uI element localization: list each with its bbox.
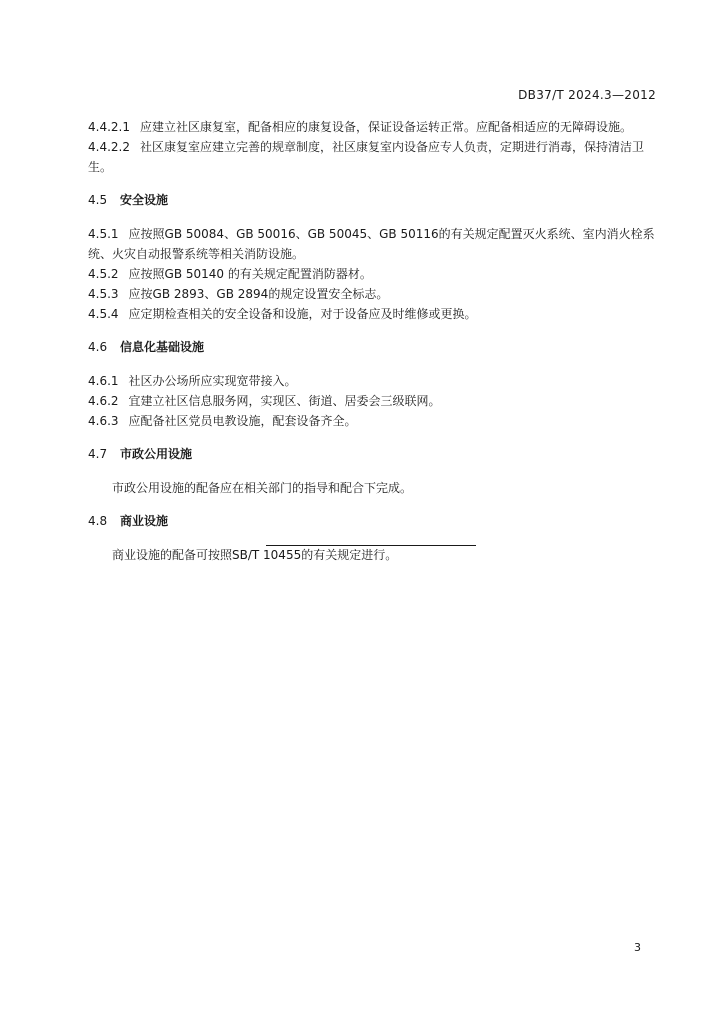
end-divider-line bbox=[266, 545, 476, 546]
clause-text: 社区办公场所应实现宽带接入。 bbox=[128, 374, 297, 388]
clause-4-5-1 bbox=[88, 224, 658, 264]
section-heading-4-5 bbox=[88, 190, 658, 210]
clause-4-5-3 bbox=[88, 284, 658, 304]
section-heading-4-6 bbox=[88, 337, 658, 357]
clause-4-5-4 bbox=[88, 304, 658, 324]
document-body bbox=[88, 117, 658, 565]
clause-4-5-2 bbox=[88, 264, 658, 284]
clause-text: 应定期检查相关的安全设备和设施，对于设备应及时维修或更换。 bbox=[128, 307, 477, 321]
section-title: 信息化基础设施 bbox=[120, 340, 205, 354]
clause-text: 应配备社区党员电教设施，配套设备齐全。 bbox=[128, 414, 357, 428]
page-number: 3 bbox=[634, 941, 641, 954]
section-4-8-paragraph: 商业设施的配备可按照SB/T 10455的有关规定进行。 bbox=[112, 548, 398, 562]
clause-4-6-3 bbox=[88, 411, 658, 431]
clause-4-4-2-1 bbox=[88, 117, 658, 137]
section-title: 商业设施 bbox=[120, 514, 169, 528]
section-heading-4-8 bbox=[88, 511, 658, 531]
section-number: 4.7 bbox=[88, 447, 108, 461]
section-title: 市政公用设施 bbox=[120, 447, 193, 461]
section-heading-4-7 bbox=[88, 444, 658, 464]
standard-code-header: DB37/T 2024.3—2012 bbox=[518, 88, 656, 102]
clause-text: 应按照GB 50140 的有关规定配置消防器材。 bbox=[128, 267, 372, 281]
clause-4-6-1 bbox=[88, 371, 658, 391]
clause-number: 4.6.1 bbox=[88, 374, 119, 388]
section-number: 4.8 bbox=[88, 514, 108, 528]
section-number: 4.6 bbox=[88, 340, 108, 354]
clause-text: 应建立社区康复室，配备相应的康复设备，保证设备运转正常。应配备相适应的无障碍设施。 bbox=[139, 120, 632, 134]
clause-number: 4.5.2 bbox=[88, 267, 119, 281]
clause-text: 应按GB 2893、GB 2894的规定设置安全标志。 bbox=[128, 287, 389, 301]
clause-number: 4.6.2 bbox=[88, 394, 119, 408]
clause-number: 4.4.2.1 bbox=[88, 120, 130, 134]
clause-number: 4.6.3 bbox=[88, 414, 119, 428]
clause-number: 4.5.4 bbox=[88, 307, 119, 321]
section-4-7-paragraph: 市政公用设施的配备应在相关部门的指导和配合下完成。 bbox=[112, 481, 413, 495]
clause-number: 4.4.2.2 bbox=[88, 140, 130, 154]
section-number: 4.5 bbox=[88, 193, 108, 207]
clause-text: 应按照GB 50084、GB 50016、GB 50045、GB 50116的有关规定配置灭火系统、室内消火栓系统、火灾自动报警系统等相关消防设施。 bbox=[88, 227, 655, 261]
section-title: 安全设施 bbox=[120, 193, 169, 207]
clause-text: 宜建立社区信息服务网，实现区、街道、居委会三级联网。 bbox=[128, 394, 441, 408]
clause-number: 4.5.3 bbox=[88, 287, 119, 301]
clause-4-4-2-2 bbox=[88, 137, 658, 177]
clause-4-6-2 bbox=[88, 391, 658, 411]
clause-number: 4.5.1 bbox=[88, 227, 119, 241]
clause-text: 社区康复室应建立完善的规章制度，社区康复室内设备应专人负责，定期进行消毒，保持清洁卫生。 bbox=[88, 140, 644, 174]
